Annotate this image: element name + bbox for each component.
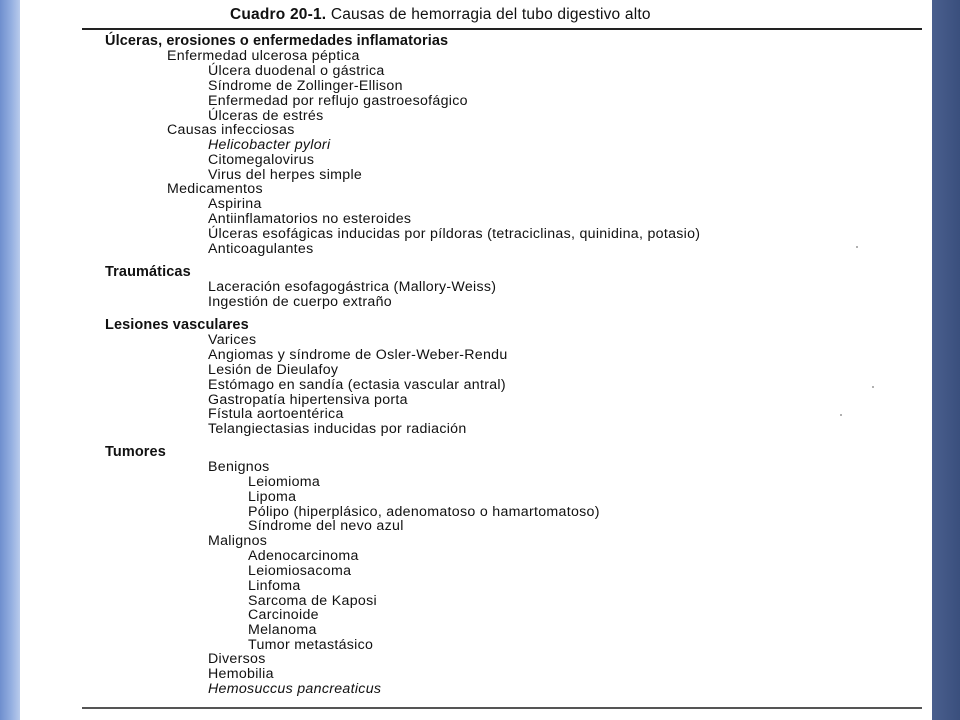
list-item: Leiomiosacoma [248, 563, 352, 579]
list-item: Adenocarcinoma [248, 548, 359, 564]
list-item: Estómago en sandía (ectasia vascular antral) [208, 377, 506, 393]
bottom-rule [82, 707, 922, 709]
list-item: Hemosuccus pancreaticus [208, 681, 382, 697]
list-item: Síndrome de Zollinger-Ellison [208, 78, 403, 94]
table-title-text: Causas de hemorragia del tubo digestivo alto [330, 6, 651, 23]
section-heading: Lesiones vasculares [105, 317, 249, 333]
list-item: Ingestión de cuerpo extraño [208, 294, 392, 310]
list-item: Lipoma [248, 489, 297, 505]
section-heading: Tumores [105, 444, 166, 460]
left-slide-border [0, 0, 20, 720]
list-item: Telangiectasias inducidas por radiación [208, 421, 467, 437]
list-item: Linfoma [248, 578, 301, 594]
list-item: Melanoma [248, 622, 317, 638]
table-title [230, 6, 651, 24]
section-heading: Traumáticas [105, 264, 191, 280]
list-item: Sarcoma de Kaposi [248, 593, 377, 609]
list-item: Pólipo (hiperplásico, adenomatoso o hamartomatoso) [248, 504, 600, 520]
list-item: Enfermedad por reflujo gastroesofágico [208, 93, 468, 109]
group-label: Malignos [208, 533, 268, 549]
list-item: Gastropatía hipertensiva porta [208, 392, 408, 408]
scan-speck [872, 386, 874, 388]
list-item: Laceración esofagogástrica (Mallory-Weiss) [208, 279, 497, 295]
scan-speck [840, 414, 842, 416]
list-item: Úlcera duodenal o gástrica [208, 63, 385, 79]
list-item: Antiinflamatorios no esteroides [208, 211, 412, 227]
right-slide-border [932, 0, 960, 720]
scan-speck [856, 246, 858, 248]
list-item: Citomegalovirus [208, 152, 315, 168]
list-item: Aspirina [208, 196, 262, 212]
list-item: Angiomas y síndrome de Osler-Weber-Rendu [208, 347, 508, 363]
section-heading: Úlceras, erosiones o enfermedades inflamatorias [105, 33, 449, 49]
list-item: Úlceras de estrés [208, 108, 324, 124]
scanned-table-page [20, 0, 932, 720]
list-item: Tumor metastásico [248, 637, 374, 653]
list-item: Fístula aortoentérica [208, 406, 344, 422]
list-item: Carcinoide [248, 607, 319, 623]
group-label: Medicamentos [167, 181, 263, 197]
list-item: Varices [208, 332, 257, 348]
list-item: Virus del herpes simple [208, 167, 363, 183]
list-item: Diversos [208, 651, 266, 667]
top-rule [82, 28, 922, 30]
list-item: Lesión de Dieulafoy [208, 362, 339, 378]
list-item: Úlceras esofágicas inducidas por píldoras (tetraciclinas, quinidina, potasio) [208, 226, 701, 242]
list-item: Síndrome del nevo azul [248, 518, 404, 534]
list-item: Leiomioma [248, 474, 321, 490]
list-item: Hemobilia [208, 666, 274, 682]
list-item: Helicobacter pylori [208, 137, 331, 153]
group-label: Enfermedad ulcerosa péptica [167, 48, 360, 64]
list-item: Anticoagulantes [208, 241, 314, 257]
group-label: Causas infecciosas [167, 122, 295, 138]
group-label: Benignos [208, 459, 270, 475]
table-number: Cuadro 20-1. [230, 6, 327, 23]
